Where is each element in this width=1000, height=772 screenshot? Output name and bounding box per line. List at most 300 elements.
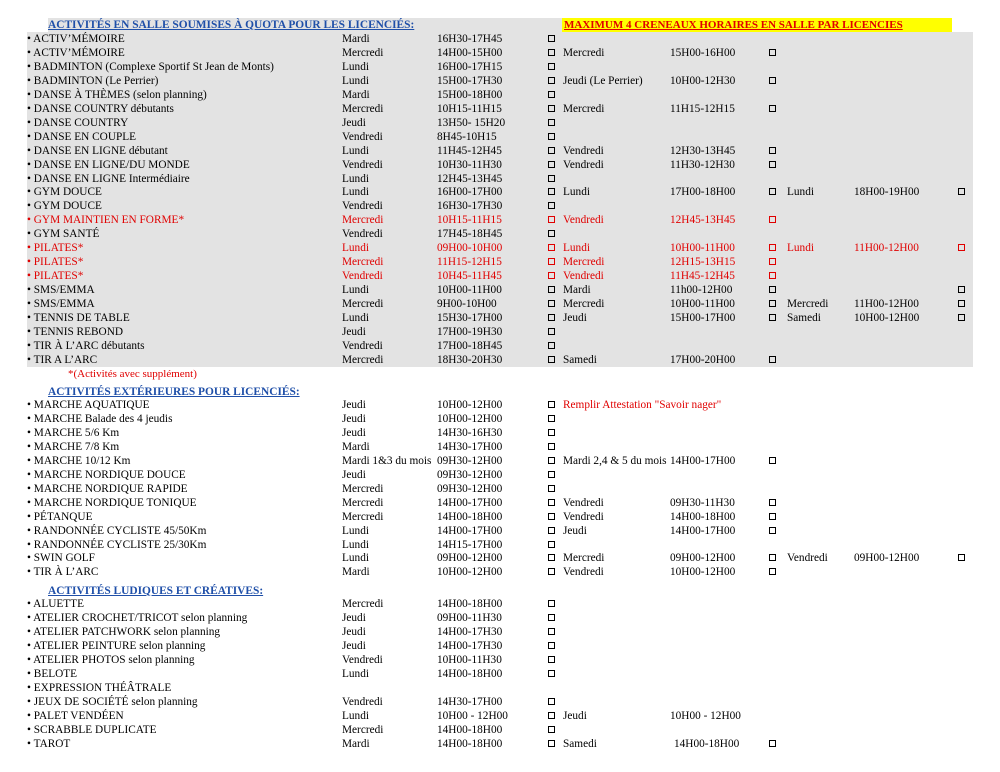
activity-row [27, 130, 973, 144]
slot1-day: Mercredi [342, 46, 384, 59]
slot2-day: Mercredi [563, 102, 605, 115]
slot1-checkbox[interactable] [548, 670, 555, 677]
slot1-time: 10H30-11H30 [437, 158, 502, 171]
activity-name: • ATELIER PATCHWORK selon planning [27, 625, 221, 638]
activity-name: • MARCHE NORDIQUE DOUCE [27, 468, 186, 481]
slot1-day: Lundi [342, 74, 369, 87]
activity-row [27, 597, 973, 611]
activity-name: • PÉTANQUE [27, 510, 93, 523]
slot1-checkbox[interactable] [548, 642, 555, 649]
slot2-day: Vendredi [563, 496, 604, 509]
slot2-checkbox[interactable] [769, 286, 776, 293]
activity-name: • TIR A L’ARC [27, 353, 98, 366]
slot1-time: 14H00-18H00 [437, 737, 503, 750]
activity-name: • DANSE COUNTRY [27, 116, 129, 129]
slot1-checkbox[interactable] [548, 63, 555, 70]
slot2-checkbox[interactable] [769, 49, 776, 56]
slot2-day: Samedi [563, 737, 597, 750]
slot1-checkbox[interactable] [548, 356, 555, 363]
slot2-day: Jeudi [563, 312, 587, 324]
activity-row [27, 46, 973, 60]
slot1-day: Jeudi [342, 412, 366, 425]
slot1-day: Jeudi [342, 116, 366, 129]
slot1-time: 14H15-17H00 [437, 538, 503, 551]
slot1-checkbox[interactable] [548, 272, 555, 279]
activity-name: • MARCHE 7/8 Km [27, 440, 120, 453]
slot3-time: 11H00-12H00 [854, 242, 919, 255]
max-slots-notice [562, 18, 952, 33]
slot1-checkbox[interactable] [548, 230, 555, 237]
activity-row [27, 116, 973, 130]
slot1-time: 10H00-12H00 [437, 412, 503, 425]
activity-name: • ACTIV’MÉMOIRE [27, 46, 125, 59]
slot1-time: 10H15-11H15 [437, 214, 502, 227]
slot2-checkbox[interactable] [769, 568, 776, 575]
slot1-day: Vendredi [342, 339, 383, 352]
slot2-checkbox[interactable] [769, 147, 776, 154]
slot2-day: Jeudi [563, 524, 587, 537]
supplement-footnote: *(Activités avec supplément) [68, 368, 197, 380]
slot2-day: Mercredi [563, 256, 605, 269]
slot1-time: 16H30-17H45 [437, 33, 503, 45]
activity-name: • DANSE EN LIGNE Intermédiaire [27, 172, 190, 185]
activity-row [27, 60, 973, 74]
slot1-time: 11H45-12H45 [437, 144, 502, 157]
slot3-time: 09H00-12H00 [854, 552, 920, 565]
slot1-day: Lundi [342, 538, 369, 551]
slot1-checkbox[interactable] [548, 656, 555, 663]
activity-row [27, 639, 973, 653]
activity-name: • PILATES* [27, 256, 84, 269]
activity-name: • ATELIER PHOTOS selon planning [27, 653, 195, 666]
activity-row [27, 426, 973, 440]
activity-name: • PILATES* [27, 242, 84, 255]
slot1-checkbox[interactable] [548, 554, 555, 561]
slot1-time: 17H00-19H30 [437, 325, 503, 338]
slot1-day: Mercredi [342, 510, 384, 523]
slot1-checkbox[interactable] [548, 342, 555, 349]
slot2-time: 14H00-17H00 [670, 524, 736, 537]
slot1-time: 09H00-11H30 [437, 611, 502, 624]
slot1-day: Jeudi [342, 325, 366, 338]
slot2-day: Vendredi [563, 566, 604, 579]
slot1-checkbox[interactable] [548, 541, 555, 548]
activity-name: • BADMINTON (Le Perrier) [27, 74, 159, 87]
slot1-day: Jeudi [342, 426, 366, 439]
activity-name: • MARCHE Balade des 4 jeudis [27, 412, 173, 425]
slot1-day: Jeudi [342, 611, 366, 624]
slot1-day: Lundi [342, 172, 369, 185]
slot1-checkbox[interactable] [548, 457, 555, 464]
activity-row [27, 172, 973, 186]
slot1-checkbox[interactable] [548, 600, 555, 607]
section-title-leisure: ACTIVITÉS LUDIQUES ET CRÉATIVES: [48, 585, 264, 597]
slot1-time: 10H00-12H00 [437, 566, 503, 579]
slot1-checkbox[interactable] [548, 202, 555, 209]
slot3-time: 18H00-19H00 [854, 186, 920, 199]
slot1-time: 10H00 - 12H00 [437, 709, 508, 722]
slot1-day: Vendredi [342, 228, 383, 241]
slot1-time: 13H50- 15H20 [437, 116, 506, 129]
slot3-checkbox[interactable] [958, 314, 965, 321]
slot2-time: 11H30-12H30 [670, 158, 735, 171]
slot2-day: Samedi [563, 353, 597, 366]
slot1-checkbox[interactable] [548, 740, 555, 747]
slot1-day: Jeudi [342, 625, 366, 638]
activity-name: • MARCHE NORDIQUE TONIQUE [27, 496, 197, 509]
slot2-time: 15H00-17H00 [670, 312, 736, 324]
slot2-day: Jeudi [563, 709, 587, 722]
slot1-time: 14H00-17H00 [437, 496, 503, 509]
slot1-time: 14H00-15H00 [437, 46, 503, 59]
activity-name: • SCRABBLE DUPLICATE [27, 723, 157, 736]
activity-name: • ATELIER PEINTURE selon planning [27, 639, 206, 652]
slot2-checkbox[interactable] [769, 457, 776, 464]
slot1-day: Vendredi [342, 270, 383, 283]
slot2-time: 10H00-11H00 [670, 298, 735, 311]
slot1-time: 09H30-12H00 [437, 468, 503, 481]
activity-row [27, 653, 973, 667]
slot2-time: 09H00-12H00 [670, 552, 736, 565]
slot1-checkbox[interactable] [548, 147, 555, 154]
slot2-checkbox[interactable] [769, 527, 776, 534]
activity-name: • BELOTE [27, 667, 78, 680]
slot2-time: 12H45-13H45 [670, 214, 736, 227]
slot1-day: Jeudi [342, 468, 366, 481]
slot3-checkbox[interactable] [958, 554, 965, 561]
slot2-day: Lundi [563, 186, 590, 199]
slot2-time: 10H00-11H00 [670, 242, 735, 255]
activity-name: • DANSE EN LIGNE/DU MONDE [27, 158, 190, 171]
slot1-time: 09H30-12H00 [437, 482, 503, 495]
activity-name: • MARCHE 10/12 Km [27, 454, 131, 467]
slot1-checkbox[interactable] [548, 314, 555, 321]
activity-name: • SMS/EMMA [27, 284, 95, 297]
activity-row [27, 496, 973, 510]
activity-name: • TIR À L’ARC débutants [27, 339, 145, 352]
slot1-day: Mardi [342, 440, 370, 453]
slot2-time: 10H00-12H30 [670, 74, 736, 87]
slot1-time: 14H00-17H30 [437, 625, 503, 638]
slot2-checkbox[interactable] [769, 740, 776, 747]
slot1-checkbox[interactable] [548, 77, 555, 84]
slot1-time: 10H00-12H00 [437, 399, 503, 411]
slot1-day: Vendredi [342, 158, 383, 171]
activity-row [27, 524, 973, 538]
activity-name: • ATELIER CROCHET/TRICOT selon planning [27, 611, 248, 624]
activity-row [27, 440, 973, 454]
slot1-time: 09H30-12H00 [437, 454, 503, 467]
slot1-day: Mercredi [342, 496, 384, 509]
slot2-day: Jeudi (Le Perrier) [563, 74, 643, 87]
slot1-checkbox[interactable] [548, 568, 555, 575]
slot1-checkbox[interactable] [548, 188, 555, 195]
slot3-checkbox[interactable] [958, 300, 965, 307]
slot1-time: 15H30-17H00 [437, 312, 503, 324]
slot1-day: Vendredi [342, 695, 383, 708]
activity-row [27, 695, 973, 709]
slot1-day: Mardi 1&3 du mois [342, 454, 432, 467]
activity-name: • PILATES* [27, 270, 84, 283]
activity-name: • GYM DOUCE [27, 186, 102, 199]
slot1-day: Lundi [342, 144, 369, 157]
activity-row [27, 88, 973, 102]
activity-row [27, 482, 973, 496]
section-title-indoor: ACTIVITÉS EN SALLE SOUMISES À QUOTA POUR LES LICENCIÉS: [48, 18, 568, 33]
slot1-checkbox[interactable] [548, 485, 555, 492]
slot1-checkbox[interactable] [548, 300, 555, 307]
slot3-checkbox[interactable] [958, 286, 965, 293]
slot1-checkbox[interactable] [548, 415, 555, 422]
slot1-checkbox[interactable] [548, 161, 555, 168]
slot1-day: Mardi [342, 737, 370, 750]
slot2-time: 14H00-18H00 [670, 510, 736, 523]
slot1-checkbox[interactable] [548, 499, 555, 506]
activity-row [27, 510, 973, 524]
slot1-time: 18H30-20H30 [437, 353, 503, 366]
activity-row [27, 723, 973, 737]
slot1-checkbox[interactable] [548, 328, 555, 335]
slot1-time: 15H00-17H30 [437, 74, 503, 87]
slot1-day: Lundi [342, 186, 369, 199]
activity-row [27, 102, 973, 116]
activity-name: • DANSE EN LIGNE débutant [27, 144, 168, 157]
slot1-time: 14H00-18H00 [437, 723, 503, 736]
activity-row [27, 297, 973, 311]
slot2-time: 11H15-12H15 [670, 102, 735, 115]
activity-note: Remplir Attestation "Savoir nager" [563, 399, 722, 411]
slot2-checkbox[interactable] [769, 554, 776, 561]
slot2-time: 15H00-16H00 [670, 46, 736, 59]
slot2-time: 12H30-13H45 [670, 144, 736, 157]
max-slots-notice-text: MAXIMUM 4 CRENEAUX HORAIRES EN SALLE PAR LICENCIES [564, 19, 903, 31]
slot1-time: 15H00-18H00 [437, 88, 503, 101]
slot1-checkbox[interactable] [548, 712, 555, 719]
slot1-day: Mercredi [342, 723, 384, 736]
slot1-checkbox[interactable] [548, 49, 555, 56]
slot2-day: Mardi 2,4 & 5 du mois [563, 454, 667, 467]
slot2-day: Vendredi [563, 270, 604, 283]
slot3-checkbox[interactable] [958, 188, 965, 195]
activity-row [27, 158, 973, 172]
activity-row [27, 213, 973, 227]
slot1-time: 16H30-17H30 [437, 200, 503, 213]
activity-row [27, 144, 973, 158]
slot1-time: 14H00-17H00 [437, 524, 503, 537]
activity-row [27, 227, 973, 241]
activity-name: • TIR À L’ARC [27, 566, 99, 579]
slot2-day: Mercredi [563, 46, 605, 59]
activity-name: • GYM SANTÉ [27, 228, 100, 241]
slot3-day: Lundi [787, 242, 814, 255]
activity-name: • DANSE COUNTRY débutants [27, 102, 174, 115]
slot2-checkbox[interactable] [769, 499, 776, 506]
slot2-day: Vendredi [563, 144, 604, 157]
slot3-day: Samedi [787, 312, 821, 324]
activity-name: • ACTIV’MÉMOIRE [27, 33, 125, 45]
activity-name: • SMS/EMMA [27, 298, 95, 311]
slot2-day: Vendredi [563, 510, 604, 523]
activity-row [27, 412, 973, 426]
slot1-checkbox[interactable] [548, 175, 555, 182]
slot3-day: Lundi [787, 186, 814, 199]
activity-name: • GYM DOUCE [27, 200, 102, 213]
slot1-checkbox[interactable] [548, 258, 555, 265]
activity-name: • JEUX DE SOCIÉTÉ selon planning [27, 695, 198, 708]
activity-row [27, 283, 973, 297]
slot2-checkbox[interactable] [769, 356, 776, 363]
slot1-time: 10H15-11H15 [437, 102, 502, 115]
slot1-checkbox[interactable] [548, 401, 555, 408]
slot1-checkbox[interactable] [548, 726, 555, 733]
slot2-checkbox[interactable] [769, 513, 776, 520]
slot2-time: 17H00-20H00 [670, 353, 736, 366]
slot1-day: Lundi [342, 242, 369, 255]
slot1-time: 11H15-12H15 [437, 256, 502, 269]
activity-name: • TENNIS DE TABLE [27, 312, 130, 324]
slot1-day: Mercredi [342, 214, 384, 227]
activity-name: • DANSE EN COUPLE [27, 130, 137, 143]
activity-row [27, 709, 973, 723]
slot1-time: 14H30-17H00 [437, 440, 503, 453]
activity-row [27, 538, 973, 552]
activity-row [27, 255, 973, 269]
slot1-time: 10H00-11H00 [437, 284, 502, 297]
activity-name: • PALET VENDÉEN [27, 709, 124, 722]
activity-row [27, 454, 973, 468]
slot2-time: 11h00-12H00 [670, 284, 733, 297]
slot1-day: Mercredi [342, 482, 384, 495]
slot2-checkbox[interactable] [769, 105, 776, 112]
activity-name: • ALUETTE [27, 598, 84, 610]
slot1-time: 8H45-10H15 [437, 130, 497, 143]
slot1-checkbox[interactable] [548, 698, 555, 705]
activity-name: • RANDONNÉE CYCLISTE 45/50Km [27, 524, 207, 537]
slot1-checkbox[interactable] [548, 628, 555, 635]
slot1-time: 14H30-17H00 [437, 695, 503, 708]
slot1-day: Jeudi [342, 399, 366, 411]
activity-row [27, 737, 973, 751]
slot1-checkbox[interactable] [548, 216, 555, 223]
slot1-time: 12H45-13H45 [437, 172, 503, 185]
activity-row [27, 185, 973, 199]
slot1-checkbox[interactable] [548, 513, 555, 520]
slot1-time: 16H00-17H00 [437, 186, 503, 199]
activity-row [27, 269, 973, 283]
slot1-checkbox[interactable] [548, 105, 555, 112]
slot3-checkbox[interactable] [958, 244, 965, 251]
activity-row [27, 199, 973, 213]
activity-row [27, 625, 973, 639]
slot1-time: 10H45-11H45 [437, 270, 502, 283]
slot1-checkbox[interactable] [548, 119, 555, 126]
slot1-time: 14H00-18H00 [437, 510, 503, 523]
slot2-checkbox[interactable] [769, 300, 776, 307]
slot2-day: Lundi [563, 242, 590, 255]
slot1-time: 14H00-18H00 [437, 667, 503, 680]
slot2-checkbox[interactable] [769, 272, 776, 279]
slot2-time: 10H00-12H00 [670, 566, 736, 579]
slot1-time: 16H00-17H15 [437, 60, 503, 73]
slot1-time: 09H00-10H00 [437, 242, 503, 255]
slot2-checkbox[interactable] [769, 188, 776, 195]
slot2-checkbox[interactable] [769, 244, 776, 251]
activity-row [27, 468, 973, 482]
slot2-checkbox[interactable] [769, 258, 776, 265]
activity-name: • BADMINTON (Complexe Sportif St Jean de Monts) [27, 60, 274, 73]
slot2-time: 12H15-13H15 [670, 256, 736, 269]
slot1-day: Vendredi [342, 130, 383, 143]
slot1-day: Lundi [342, 552, 369, 565]
slot1-checkbox[interactable] [548, 35, 555, 42]
slot2-day: Mercredi [563, 552, 605, 565]
slot2-day: Vendredi [563, 214, 604, 227]
activity-name: • MARCHE 5/6 Km [27, 426, 120, 439]
activity-name: • DANSE À THÈMES (selon planning) [27, 88, 207, 101]
activity-row [27, 311, 973, 325]
slot1-day: Mardi [342, 566, 370, 579]
activity-row [27, 551, 973, 565]
slot1-checkbox[interactable] [548, 527, 555, 534]
activity-name: • MARCHE NORDIQUE RAPIDE [27, 482, 188, 495]
slot1-time: 10H00-11H30 [437, 653, 502, 666]
slot1-checkbox[interactable] [548, 91, 555, 98]
slot1-checkbox[interactable] [548, 471, 555, 478]
slot2-time: 10H00 - 12H00 [670, 709, 741, 722]
slot2-time: 09H30-11H30 [670, 496, 735, 509]
activity-row [27, 325, 973, 339]
activity-name: • SWIN GOLF [27, 552, 95, 565]
slot3-day: Mercredi [787, 298, 829, 311]
slot2-checkbox[interactable] [769, 314, 776, 321]
slot1-checkbox[interactable] [548, 244, 555, 251]
slot2-checkbox[interactable] [769, 77, 776, 84]
activity-name: • EXPRESSION THÉÂTRALE [27, 681, 172, 694]
slot1-time: 9H00-10H00 [437, 298, 497, 311]
slot1-day: Lundi [342, 60, 369, 73]
activity-row [27, 74, 973, 88]
activity-row [27, 398, 973, 412]
slot1-checkbox[interactable] [548, 429, 555, 436]
slot1-day: Mardi [342, 88, 370, 101]
slot1-day: Jeudi [342, 639, 366, 652]
slot1-day: Lundi [342, 312, 369, 324]
slot2-time: 14H00-17H00 [670, 454, 736, 467]
slot3-day: Vendredi [787, 552, 828, 565]
slot1-day: Mercredi [342, 598, 384, 610]
slot1-checkbox[interactable] [548, 443, 555, 450]
slot2-checkbox[interactable] [769, 161, 776, 168]
activity-row [27, 667, 973, 681]
activity-row [27, 611, 973, 625]
activity-row [27, 241, 973, 255]
slot2-day: Mardi [563, 284, 591, 297]
slot1-day: Mercredi [342, 102, 384, 115]
activity-row [27, 565, 973, 579]
slot1-checkbox[interactable] [548, 133, 555, 140]
slot1-checkbox[interactable] [548, 614, 555, 621]
slot1-day: Mercredi [342, 298, 384, 311]
slot1-time: 09H00-12H00 [437, 552, 503, 565]
slot1-day: Lundi [342, 667, 369, 680]
slot2-time: 11H45-12H45 [670, 270, 735, 283]
slot1-day: Lundi [342, 709, 369, 722]
activity-name: • GYM MAINTIEN EN FORME* [27, 214, 185, 227]
slot2-checkbox[interactable] [769, 216, 776, 223]
slot1-time: 14H00-17H30 [437, 639, 503, 652]
slot3-time: 10H00-12H00 [854, 312, 920, 324]
slot1-checkbox[interactable] [548, 286, 555, 293]
